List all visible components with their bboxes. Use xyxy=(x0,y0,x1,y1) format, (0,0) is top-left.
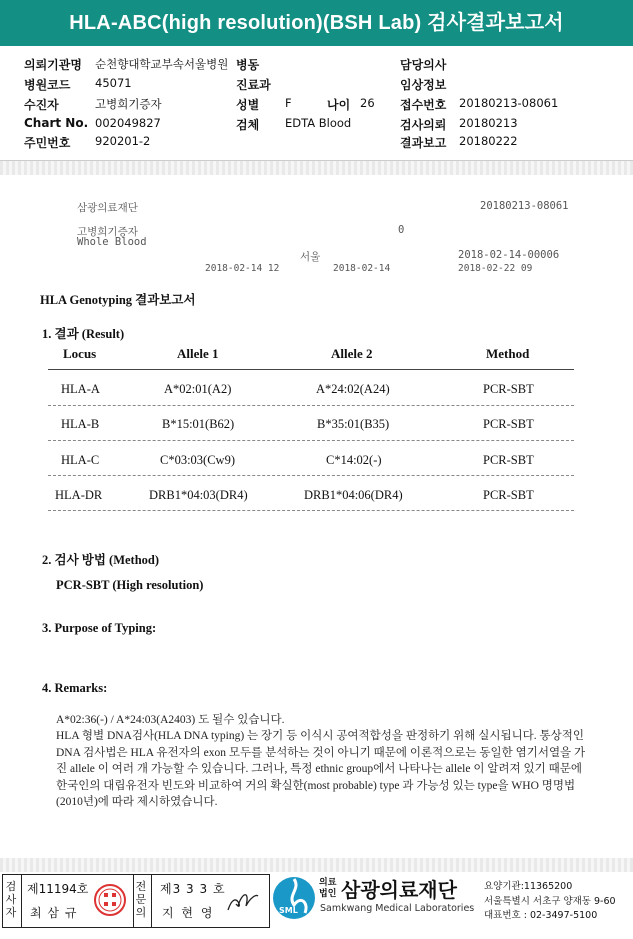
seal-stamp xyxy=(93,880,127,920)
receipt-value: 20180213-08061 xyxy=(459,96,559,110)
chart-label: Chart No. xyxy=(24,116,89,130)
age-label: 나이 xyxy=(327,98,351,112)
page-separator xyxy=(0,160,633,175)
ward-label: 병동 xyxy=(236,58,260,72)
method-heading: 2. 검사 방법 (Method) xyxy=(42,553,160,567)
stamp-code: 2018-02-14-00006 xyxy=(458,249,560,261)
row-divider xyxy=(48,405,574,406)
id-value: 920201-2 xyxy=(95,134,151,148)
stamp-date3: 2018-02-22 09 xyxy=(458,263,533,274)
remark-alt-alleles: A*02:36(-) / A*24:03(A2403) 도 될수 있습니다. xyxy=(56,714,285,726)
id-label: 주민번호 xyxy=(24,136,71,150)
specialist-number: 제3 3 3 호 xyxy=(160,882,226,896)
hospital-code-label: 병원코드 xyxy=(24,78,71,92)
specialist-name: 지 현 영 xyxy=(162,906,215,920)
sex-value: F xyxy=(285,96,292,110)
table-header-rule xyxy=(48,369,574,370)
row-hla-a-allele2: A*24:02(A24) xyxy=(316,382,390,396)
org-english-name: Samkwang Medical Laboratories xyxy=(320,903,475,914)
table-bottom-rule xyxy=(48,510,574,511)
specimen-value: EDTA Blood xyxy=(285,116,352,130)
row-hla-b-method: PCR-SBT xyxy=(483,417,534,431)
checker-name: 최 삼 규 xyxy=(30,906,78,920)
row-hla-a-locus: HLA-A xyxy=(61,382,100,396)
result-heading: 1. 결과 (Result) xyxy=(42,327,125,341)
remarks-heading: 4. Remarks: xyxy=(42,681,108,695)
specimen-label: 검체 xyxy=(236,118,260,132)
stamp-city: 서울 xyxy=(300,251,321,263)
row-hla-b-locus: HLA-B xyxy=(61,417,100,431)
row-hla-b-allele1: B*15:01(B62) xyxy=(162,417,235,431)
stamp-date1: 2018-02-14 12 xyxy=(205,263,280,274)
row-hla-a-allele1: A*02:01(A2) xyxy=(164,382,232,396)
hospital-code-value: 45071 xyxy=(95,76,132,90)
row-hla-dr-allele2: DRB1*04:06(DR4) xyxy=(304,488,403,502)
sex-label: 성별 xyxy=(236,98,260,112)
row-hla-dr-allele1: DRB1*04:03(DR4) xyxy=(149,488,248,502)
col-allele2: Allele 2 xyxy=(331,346,373,361)
org-prefix: 의료법인 xyxy=(319,878,337,899)
receipt-label: 접수번호 xyxy=(400,98,447,112)
footer-separator xyxy=(0,858,633,872)
chart-value: 002049827 xyxy=(95,116,161,130)
stamp-org: 삼광의료재단 xyxy=(77,202,138,214)
col-allele1: Allele 1 xyxy=(177,346,219,361)
remark-explanation: HLA 형별 DNA검사(HLA DNA typing) 는 장기 등 이식시 공여적합성을 판정하기 위해 실시됩니다. 통상적인 DNA 검사법은 HLA 유전자의 exon 모두를 분석하는 것이 아니기 때문에 이론적으로는 동일한 염기서열을 가진 allele 이 여러 개 가능할 수 있습니다. 그러나, 특정 ethnic group에서 나타나는 allele 이 알려져 있기 때문에 한국인의 대립유전자 빈도와 비교하여 거의 확실한(most probable) type 과 가능성 있는 type을 WHO 명명법(2010년)에 따라 제시하였습니다. xyxy=(56,730,586,808)
purpose-heading: 3. Purpose of Typing: xyxy=(42,621,157,635)
row-hla-c-allele1: C*03:03(Cw9) xyxy=(160,453,235,467)
row-hla-dr-method: PCR-SBT xyxy=(483,488,534,502)
report-heading: HLA Genotyping 결과보고서 xyxy=(40,293,196,307)
org-phone: 대표번호 : 02-3497-5100 xyxy=(484,910,598,921)
row-hla-b-allele2: B*35:01(B35) xyxy=(317,417,390,431)
org-name: 삼광의료재단 xyxy=(341,878,457,902)
stamp-specimen: Whole Blood xyxy=(77,236,147,248)
row-divider xyxy=(48,440,574,441)
stamp-donor: 고병희기증자 xyxy=(77,226,138,238)
org-address: 서울특별시 서초구 양재동 9-60 xyxy=(484,896,616,907)
report-date-label: 결과보고 xyxy=(400,136,447,150)
row-hla-c-locus: HLA-C xyxy=(61,453,100,467)
method-value: PCR-SBT (High resolution) xyxy=(56,578,204,592)
doctor-label: 담당의사 xyxy=(400,58,447,72)
institution-value: 순천향대학교부속서울병원 xyxy=(95,57,229,71)
col-locus: Locus xyxy=(63,346,97,361)
row-hla-dr-locus: HLA-DR xyxy=(55,488,103,502)
recipient-value: 고병희기증자 xyxy=(95,97,162,111)
sml-label: SML xyxy=(279,906,298,915)
stamp-receipt: 20180213-08061 xyxy=(480,200,569,212)
age-value: 26 xyxy=(360,96,375,110)
signature-icon xyxy=(222,880,262,924)
recipient-label: 수진자 xyxy=(24,98,59,112)
row-hla-c-method: PCR-SBT xyxy=(483,453,534,467)
report-date-value: 20180222 xyxy=(459,134,518,148)
dept-label: 진료과 xyxy=(236,78,271,92)
request-label: 검사의뢰 xyxy=(400,118,447,132)
clinical-label: 임상정보 xyxy=(400,78,447,92)
checker-number: 제11194호 xyxy=(27,882,89,896)
col-method: Method xyxy=(486,346,530,361)
specialist-label: 전문의 xyxy=(135,880,147,919)
institution-label: 의뢰기관명 xyxy=(24,58,82,72)
stamp-date2: 2018-02-14 xyxy=(333,263,391,274)
row-hla-c-allele2: C*14:02(-) xyxy=(326,453,382,467)
org-code: 요양기관:11365200 xyxy=(484,881,573,892)
request-value: 20180213 xyxy=(459,116,518,130)
report-title: HLA-ABC(high resolution)(BSH Lab) 검사결과보고서 xyxy=(0,0,633,46)
checker-label: 검사자 xyxy=(5,880,17,919)
row-divider xyxy=(48,475,574,476)
row-hla-a-method: PCR-SBT xyxy=(483,382,534,396)
stamp-donor-num: 0 xyxy=(398,224,405,236)
